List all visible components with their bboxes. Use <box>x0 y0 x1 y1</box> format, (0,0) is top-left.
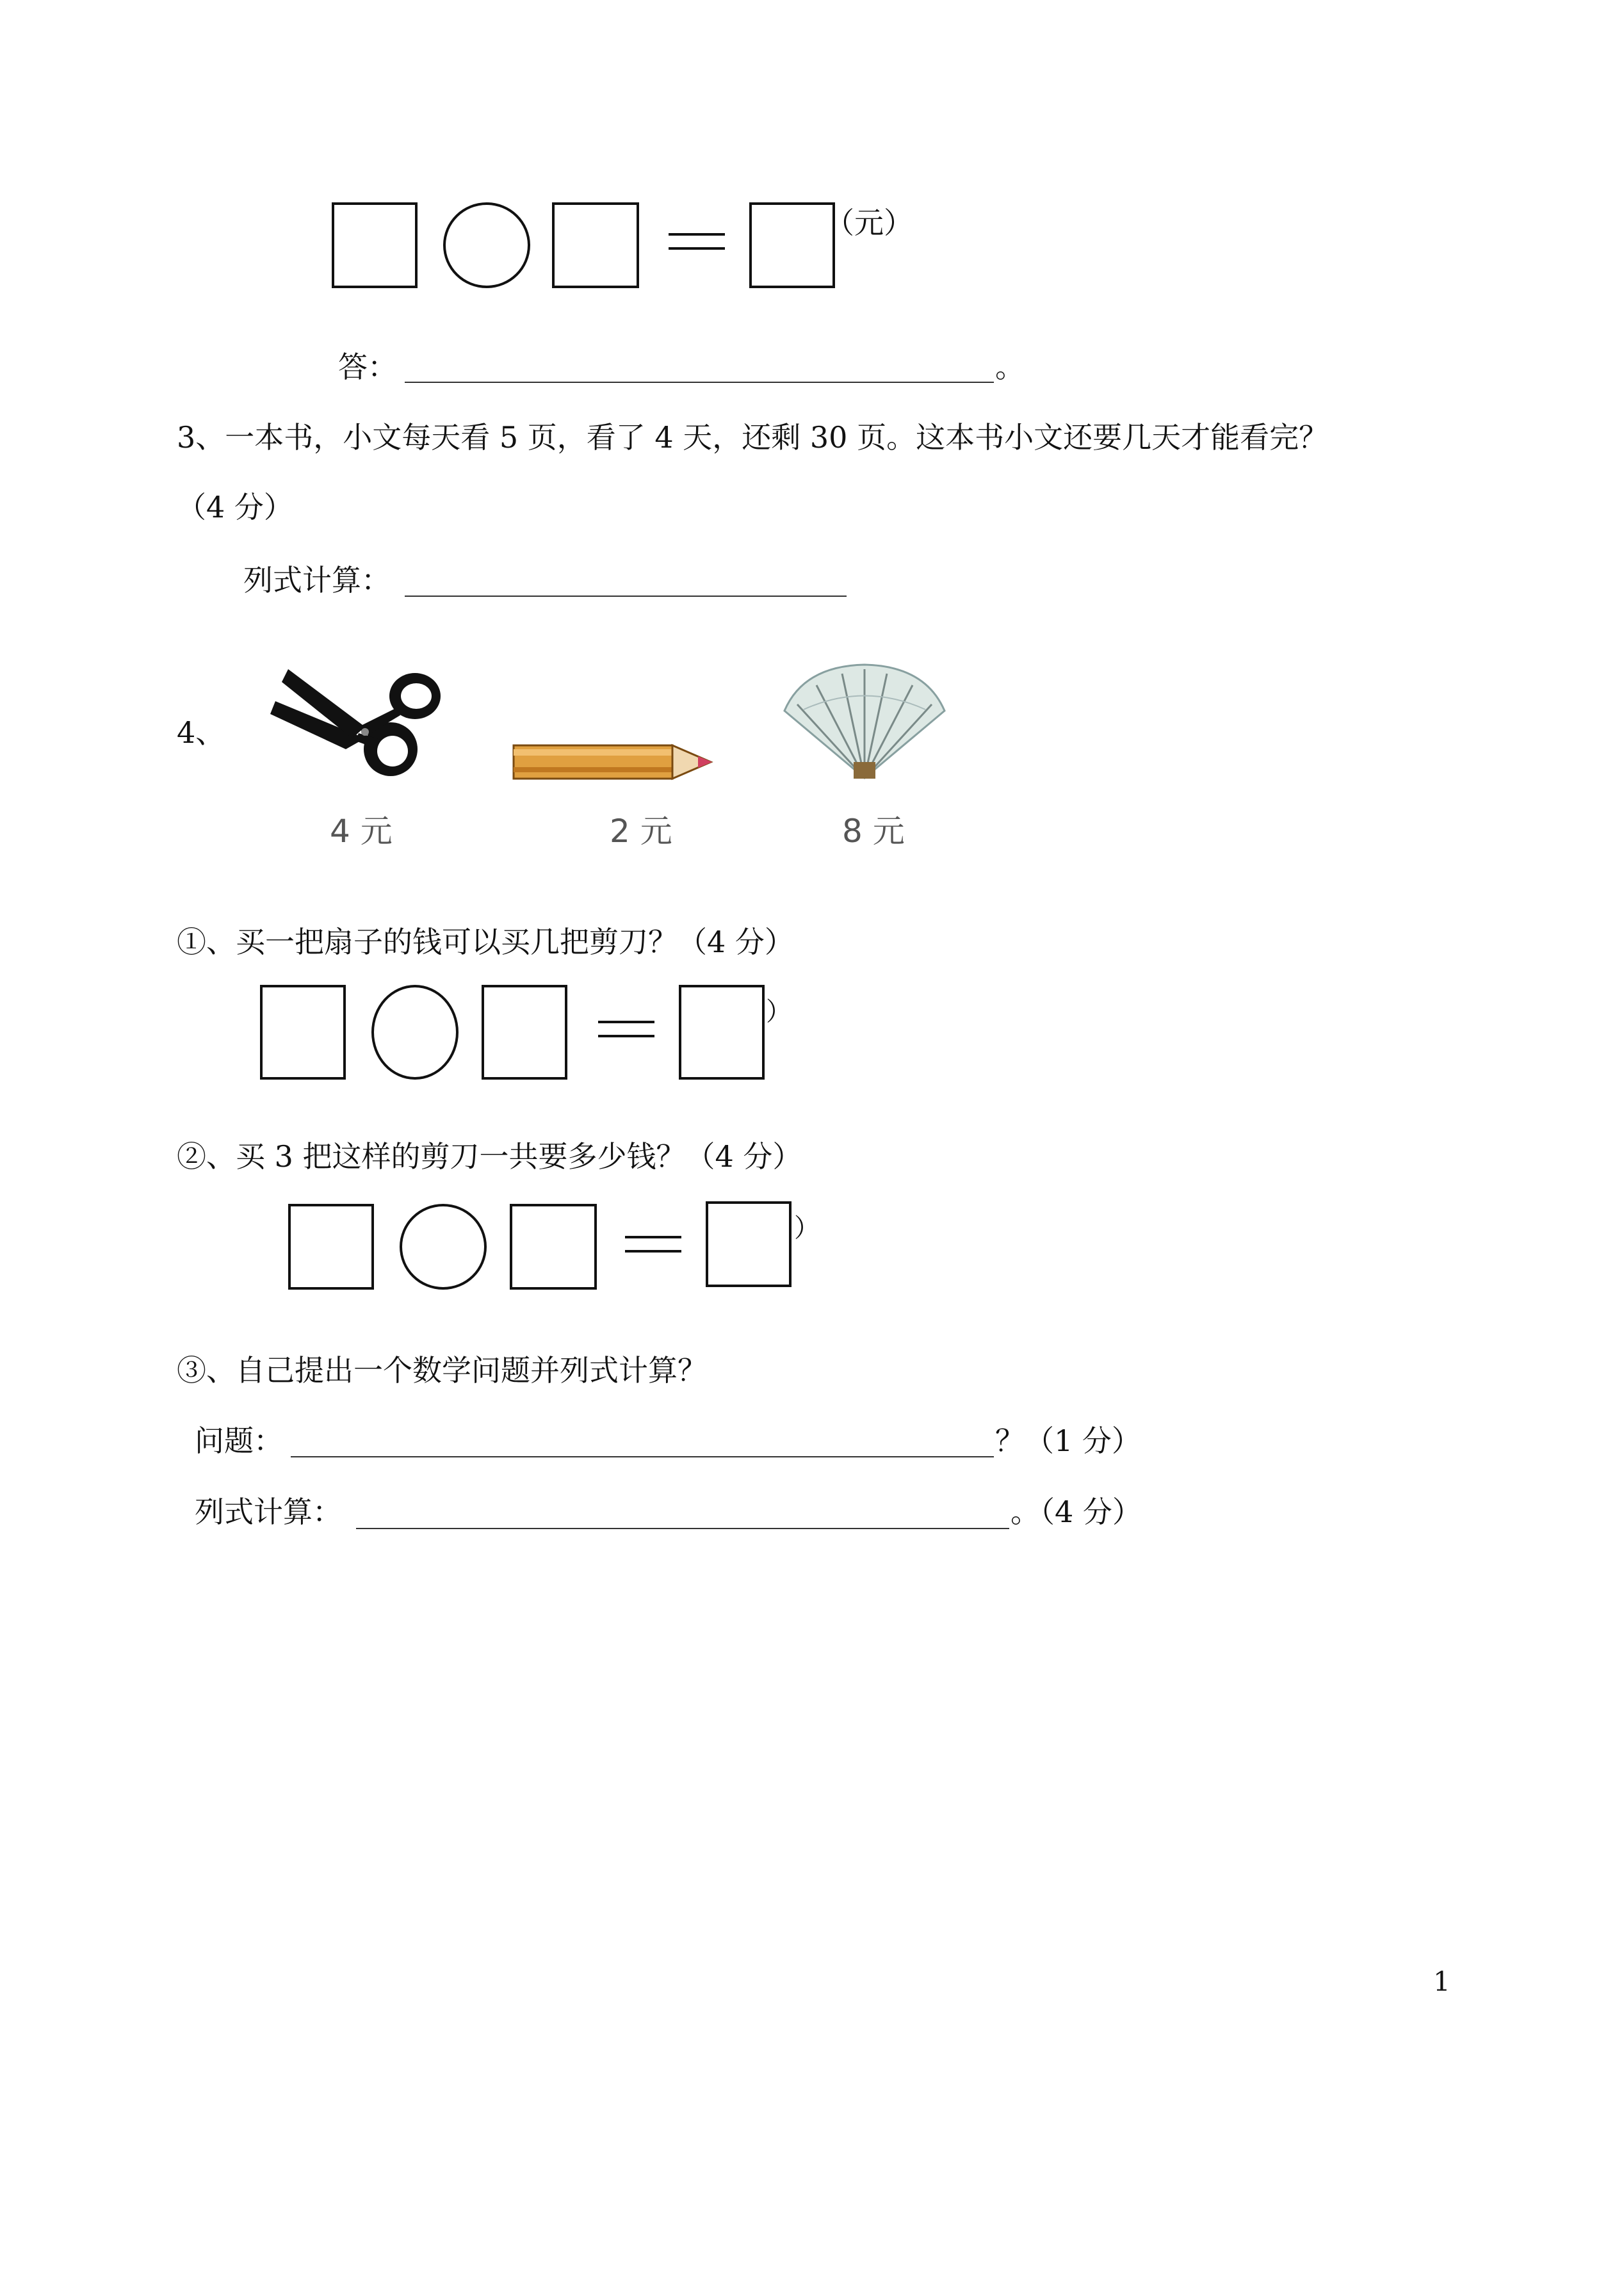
sub-question-1-text: ①、买一把扇子的钱可以买几把剪刀？（4 分） <box>177 925 794 959</box>
equals-sign <box>669 233 725 250</box>
question-4-number: 4、 <box>177 715 225 750</box>
answer-box-1[interactable] <box>332 202 418 288</box>
question-3-text: 3、一本书，小文每天看 5 页，看了 4 天，还剩 30 页。这本书小文还要几天才能看完？ <box>177 420 1329 455</box>
sub2-box-result[interactable] <box>706 1201 792 1287</box>
unit-label: （元） <box>825 206 913 240</box>
sub2-equals-sign <box>625 1236 681 1253</box>
sub3-calc-label: 列式计算： <box>195 1495 342 1529</box>
scissors-icon <box>269 663 442 784</box>
pencil-icon <box>512 736 717 785</box>
sub1-box-1[interactable] <box>260 985 346 1080</box>
sub3-calc-end: 。（4 分） <box>1011 1495 1142 1529</box>
question-3-score: （4 分） <box>177 490 293 524</box>
sub1-unit-fragment: ） <box>766 997 792 1026</box>
page-number: 1 <box>1433 1966 1450 1997</box>
operator-circle[interactable] <box>443 202 530 288</box>
calc-line[interactable] <box>405 596 847 597</box>
sub-question-2-text: ②、买 3 把这样的剪刀一共要多少钱？（4 分） <box>177 1139 802 1174</box>
question-line[interactable] <box>291 1456 994 1457</box>
sub1-box-2[interactable] <box>482 985 567 1080</box>
pencil-price: 2 元 <box>610 813 672 850</box>
calc-label: 列式计算： <box>243 563 391 597</box>
sub3-calc-line[interactable] <box>356 1528 1009 1529</box>
answer-label: 答： <box>338 350 397 384</box>
answer-end: 。 <box>995 350 1025 384</box>
sub1-box-result[interactable] <box>679 985 765 1080</box>
sub1-operator-circle[interactable] <box>371 985 459 1080</box>
sub2-unit-fragment: ） <box>794 1213 820 1243</box>
sub-question-3-text: ③、自己提出一个数学问题并列式计算？ <box>177 1353 707 1388</box>
sub1-equals-sign <box>598 1021 654 1037</box>
scissors-price: 4 元 <box>330 813 393 850</box>
sub2-operator-circle[interactable] <box>400 1204 487 1290</box>
question-label: 问题： <box>195 1423 283 1458</box>
question-end: ？（1 分） <box>995 1423 1141 1458</box>
sub2-box-2[interactable] <box>510 1204 597 1290</box>
answer-box-result[interactable] <box>749 202 835 288</box>
fan-icon <box>778 660 951 781</box>
answer-line[interactable] <box>405 382 994 383</box>
answer-box-2[interactable] <box>552 202 639 288</box>
sub2-box-1[interactable] <box>288 1204 374 1290</box>
fan-price: 8 元 <box>842 813 905 850</box>
